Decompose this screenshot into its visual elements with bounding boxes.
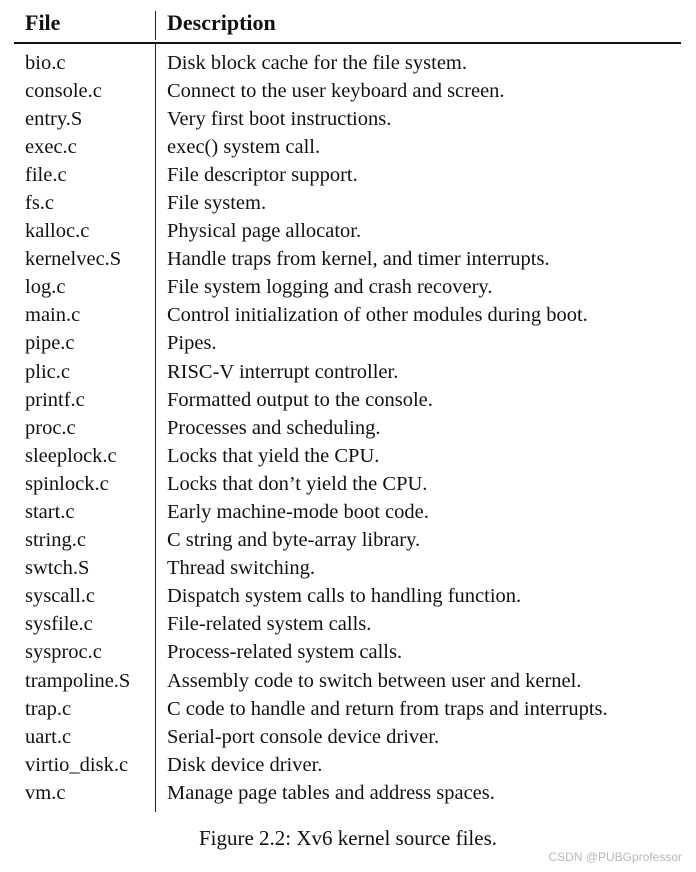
file-description: File-related system calls. bbox=[167, 613, 372, 636]
file-description: C code to handle and return from traps and interrupts. bbox=[167, 697, 608, 720]
file-name: pipe.c bbox=[25, 332, 75, 355]
file-description: Serial-port console device driver. bbox=[167, 725, 440, 748]
file-name: sysproc.c bbox=[25, 641, 102, 664]
table-row bbox=[14, 189, 681, 217]
file-description: Dispatch system calls to handling function. bbox=[167, 585, 522, 608]
file-name: kernelvec.S bbox=[25, 248, 122, 271]
file-name: syscall.c bbox=[25, 585, 96, 608]
table-row bbox=[14, 161, 681, 189]
file-description: Disk block cache for the file system. bbox=[167, 51, 468, 74]
file-description: Process-related system calls. bbox=[167, 641, 403, 664]
file-description: Physical page allocator. bbox=[167, 220, 362, 243]
table-row bbox=[14, 442, 681, 470]
file-description: Handle traps from kernel, and timer interrupts. bbox=[167, 248, 550, 271]
table-row bbox=[14, 526, 681, 554]
watermark: CSDN @PUBGprofessor bbox=[548, 850, 682, 864]
table-row bbox=[14, 245, 681, 273]
file-name: trampoline.S bbox=[25, 669, 131, 692]
file-description: Disk device driver. bbox=[167, 753, 323, 776]
file-name: printf.c bbox=[25, 388, 85, 411]
file-name: fs.c bbox=[25, 191, 55, 214]
table-row bbox=[14, 470, 681, 498]
file-description: File system logging and crash recovery. bbox=[167, 276, 493, 299]
header-file: File bbox=[25, 10, 61, 35]
table-row bbox=[14, 667, 681, 695]
file-description: Early machine-mode boot code. bbox=[167, 501, 429, 523]
file-name: log.c bbox=[25, 276, 66, 299]
table-row bbox=[14, 498, 681, 526]
source-files-table bbox=[14, 8, 681, 807]
table-row bbox=[14, 779, 681, 807]
table-row bbox=[14, 582, 681, 610]
file-description: Connect to the user keyboard and screen. bbox=[167, 79, 505, 102]
table-row bbox=[14, 329, 681, 357]
file-description: Assembly code to switch between user and kernel. bbox=[167, 669, 582, 692]
file-description: Formatted output to the console. bbox=[167, 388, 433, 411]
file-description: Locks that don’t yield the CPU. bbox=[167, 472, 428, 495]
table-row bbox=[14, 723, 681, 751]
file-description: Manage page tables and address spaces. bbox=[167, 781, 495, 804]
file-name: kalloc.c bbox=[25, 220, 90, 243]
file-description: exec() system call. bbox=[167, 135, 321, 158]
file-description: Processes and scheduling. bbox=[167, 416, 381, 439]
file-name: proc.c bbox=[25, 416, 76, 439]
table-row bbox=[14, 133, 681, 161]
table-row bbox=[14, 751, 681, 779]
table-row bbox=[14, 554, 681, 582]
file-name: uart.c bbox=[25, 725, 72, 748]
table-row bbox=[14, 49, 681, 77]
figure-caption: Figure 2.2: Xv6 kernel source files. bbox=[198, 826, 497, 850]
table-row bbox=[14, 301, 681, 329]
table-row bbox=[14, 77, 681, 105]
file-name: string.c bbox=[25, 529, 86, 552]
table-row bbox=[14, 414, 681, 442]
file-name: main.c bbox=[25, 304, 81, 327]
file-description: Thread switching. bbox=[167, 557, 316, 580]
file-name: trap.c bbox=[25, 697, 72, 720]
table-row bbox=[14, 638, 681, 666]
file-name: entry.S bbox=[25, 107, 83, 130]
file-name: sleeplock.c bbox=[25, 444, 117, 467]
file-description: C string and byte-array library. bbox=[167, 529, 421, 552]
file-description: RISC-V interrupt controller. bbox=[167, 360, 399, 383]
file-name: vm.c bbox=[25, 781, 66, 804]
file-name: swtch.S bbox=[25, 557, 90, 580]
file-name: console.c bbox=[25, 79, 102, 102]
column-divider bbox=[155, 11, 156, 40]
file-description: Control initialization of other modules during boot. bbox=[167, 304, 588, 327]
file-description: File descriptor support. bbox=[167, 163, 358, 186]
file-name: spinlock.c bbox=[25, 472, 109, 495]
table-row bbox=[14, 217, 681, 245]
file-description: Locks that yield the CPU. bbox=[167, 444, 380, 467]
file-name: plic.c bbox=[25, 360, 70, 383]
table-row bbox=[14, 610, 681, 638]
file-description: File system. bbox=[167, 191, 267, 214]
table-body bbox=[14, 44, 681, 808]
table-row bbox=[14, 273, 681, 301]
file-description: Very first boot instructions. bbox=[167, 107, 392, 130]
header-description: Description bbox=[167, 10, 276, 35]
table-row bbox=[14, 105, 681, 133]
table-row bbox=[14, 358, 681, 386]
file-name: virtio_disk.c bbox=[25, 753, 129, 776]
table-row bbox=[14, 386, 681, 414]
table-header bbox=[14, 8, 681, 42]
file-name: start.c bbox=[25, 501, 75, 523]
file-name: sysfile.c bbox=[25, 613, 93, 636]
table-row bbox=[14, 695, 681, 723]
file-name: file.c bbox=[25, 163, 67, 186]
file-name: exec.c bbox=[25, 135, 77, 158]
file-name: bio.c bbox=[25, 51, 66, 74]
file-description: Pipes. bbox=[167, 332, 217, 355]
